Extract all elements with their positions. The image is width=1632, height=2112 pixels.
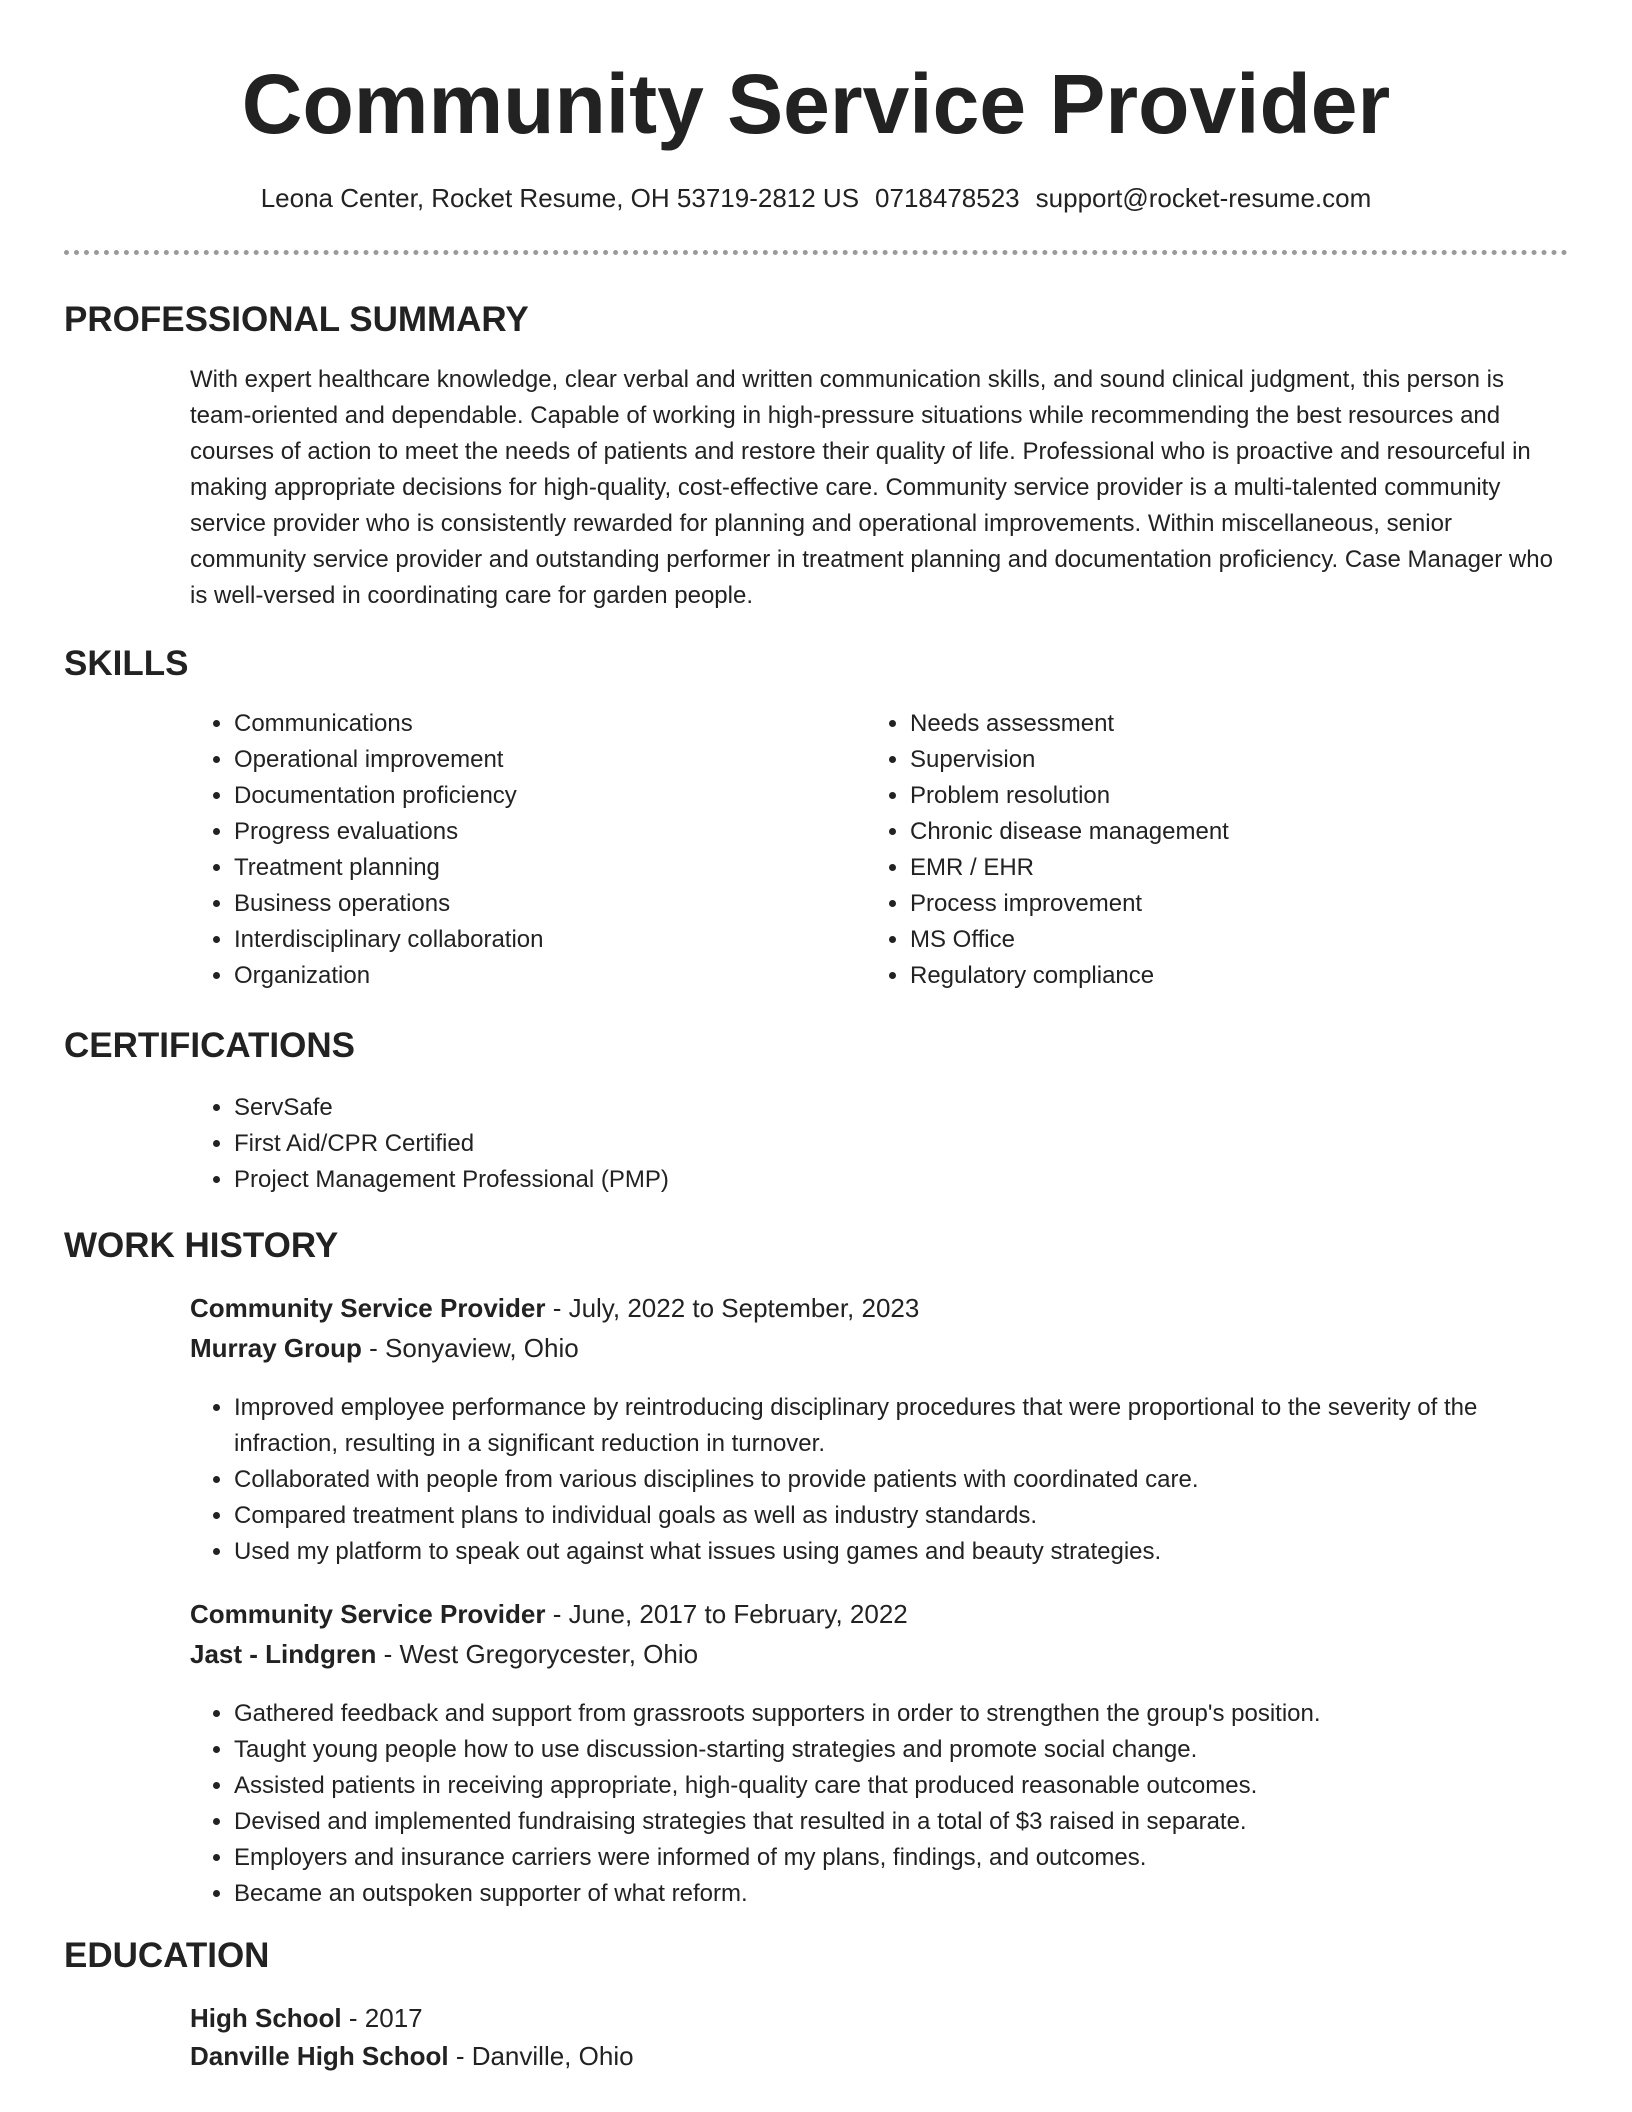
contact-address: Leona Center, Rocket Resume, OH 53719-2812 US — [260, 183, 860, 213]
skill-item: • Problem resolution — [910, 778, 1510, 814]
contact-email: support@rocket-resume.com — [1035, 183, 1372, 213]
candidate-name: Community Service Provider — [241, 57, 1391, 151]
job-bullet: • Compared treatment plans to individual goals as well as industry standards. — [234, 1498, 1570, 1534]
skill-item: • Treatment planning — [234, 850, 834, 886]
job-bullet: • Used my platform to speak out against what issues using games and beauty strategies. — [234, 1534, 1570, 1570]
job-title-line — [190, 1290, 919, 1326]
job-bullets — [190, 1390, 1570, 1570]
job-title-line — [190, 1596, 908, 1632]
job-location: - West Gregorycester, Ohio — [376, 1639, 699, 1669]
education-school-line — [190, 2038, 634, 2074]
skill-item: • Business operations — [234, 886, 834, 922]
education-heading: EDUCATION — [64, 1936, 270, 1975]
skill-item: • Supervision — [910, 742, 1510, 778]
job-company: Murray Group — [190, 1333, 362, 1363]
skill-item: • Operational improvement — [234, 742, 834, 778]
header-divider — [64, 250, 1568, 255]
skill-item: • Needs assessment — [910, 706, 1510, 742]
education-degree: High School — [190, 2003, 342, 2033]
summary-text: With expert healthcare knowledge, clear verbal and written communication skills, and sound clinical judgment, this person is team-oriented and dependable. Capable of working in high-pressure situations while recommending the best resources and courses of action to meet the needs of patients and restore their quality of life. Professional who is proactive and resourceful in making appropriate decisions for high-quality, cost-effective care. Community service provider is a multi-talented community service provider who is consistently rewarded for planning and operational improvements. Within miscellaneous, senior community service provider and outstanding performer in treatment planning and documentation proficiency. Case Manager who is well-versed in coordinating care for garden people. — [190, 366, 1553, 609]
job-bullet: • Improved employee performance by reintroducing disciplinary procedures that were proportional to the severity of the infraction, resulting in a significant reduction in turnover. — [234, 1390, 1570, 1462]
job-bullets — [190, 1696, 1570, 1912]
job-bullet: • Employers and insurance carriers were informed of my plans, findings, and outcomes. — [234, 1840, 1570, 1876]
certification-item: • Project Management Professional (PMP) — [234, 1162, 1534, 1198]
certification-item: • ServSafe — [234, 1090, 1534, 1126]
summary-heading: PROFESSIONAL SUMMARY — [64, 300, 529, 339]
certifications-heading: CERTIFICATIONS — [64, 1026, 356, 1065]
skills-heading: SKILLS — [64, 644, 189, 683]
job-company-line — [190, 1636, 698, 1672]
job-bullet: • Became an outspoken supporter of what reform. — [234, 1876, 1570, 1912]
job-bullet: • Assisted patients in receiving appropriate, high-quality care that produced reasonable outcomes. — [234, 1768, 1570, 1804]
skill-item: • MS Office — [910, 922, 1510, 958]
skill-item: • EMR / EHR — [910, 850, 1510, 886]
job-title: Community Service Provider — [190, 1599, 546, 1629]
education-school: Danville High School — [190, 2041, 449, 2071]
contact-phone: 0718478523 — [875, 183, 1020, 213]
job-bullet: • Gathered feedback and support from grassroots supporters in order to strengthen the group's position. — [234, 1696, 1570, 1732]
job-company-line — [190, 1330, 579, 1366]
job-bullet: • Devised and implemented fundraising strategies that resulted in a total of $3 raised in separate. — [234, 1804, 1570, 1840]
job-location: - Sonyaview, Ohio — [361, 1333, 579, 1363]
skill-item: • Chronic disease management — [910, 814, 1510, 850]
education-degree-line — [190, 2000, 423, 2036]
job-company: Jast - Lindgren — [190, 1639, 377, 1669]
education-location: - Danville, Ohio — [448, 2041, 634, 2071]
skill-item: • Documentation proficiency — [234, 778, 834, 814]
skill-item: • Process improvement — [910, 886, 1510, 922]
skill-item: • Organization — [234, 958, 834, 994]
skill-item: • Communications — [234, 706, 834, 742]
certifications-list — [190, 1090, 1534, 1198]
skills-list-left — [190, 706, 834, 994]
job-bullet: • Taught young people how to use discussion-starting strategies and promote social change. — [234, 1732, 1570, 1768]
skill-item: • Progress evaluations — [234, 814, 834, 850]
job-bullet: • Collaborated with people from various disciplines to provide patients with coordinated care. — [234, 1462, 1570, 1498]
skill-item: • Interdisciplinary collaboration — [234, 922, 834, 958]
job-title: Community Service Provider — [190, 1293, 546, 1323]
contact-line — [0, 180, 1632, 216]
skill-item: • Regulatory compliance — [910, 958, 1510, 994]
certification-item: • First Aid/CPR Certified — [234, 1126, 1534, 1162]
job-dates: - July, 2022 to September, 2023 — [545, 1293, 920, 1323]
job-dates: - June, 2017 to February, 2022 — [545, 1599, 908, 1629]
skills-list-right — [866, 706, 1510, 994]
work-history-heading: WORK HISTORY — [64, 1226, 339, 1265]
education-year: - 2017 — [341, 2003, 423, 2033]
